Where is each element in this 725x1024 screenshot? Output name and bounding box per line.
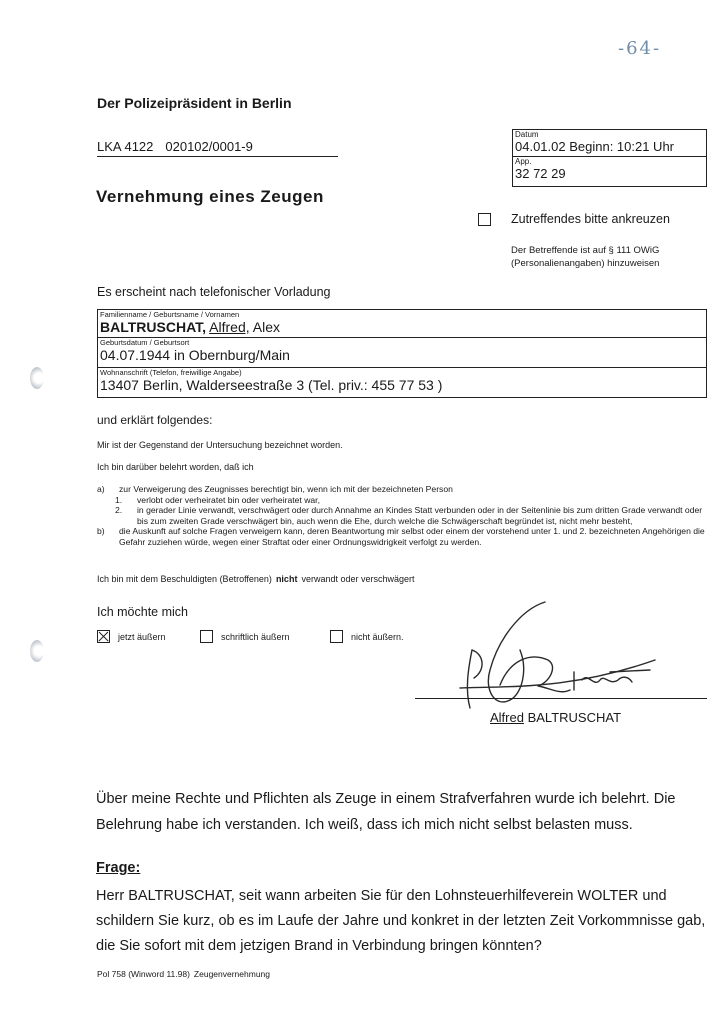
list-marker: 2. — [115, 505, 123, 516]
rights-item-a — [97, 484, 707, 495]
form-footer — [97, 969, 270, 979]
name-value — [100, 319, 706, 336]
signer-surname: BALTRUSCHAT — [527, 710, 622, 725]
form-id: Pol 758 (Winword 11.98) — [97, 969, 190, 979]
legend-checkbox — [478, 213, 491, 226]
personal-details-box — [97, 309, 707, 398]
option-label: jetzt äußern — [118, 631, 166, 642]
list-marker: a) — [97, 484, 105, 494]
birth-row — [98, 338, 706, 368]
rights-acknowledgement: Über meine Rechte und Pflichten als Zeuge in einem Strafverfahren wurde ich belehrt. Die Belehrung habe ich verstanden. Ich weiß, dass ich mich nicht selbst belasten muss. — [96, 791, 676, 833]
address-row — [98, 368, 706, 399]
option-none[interactable] — [330, 630, 404, 643]
second-name: Alex — [252, 319, 280, 335]
signature-line — [415, 698, 707, 699]
accused-relation — [97, 574, 415, 584]
case-number: 020102/0001-9 — [165, 139, 253, 154]
rights-text: in gerader Linie verwandt, verschwägert oder durch Annahme an Kindes Statt verbunden oder in der Seitenlinie bis zum dritten Grade verwandt oder bis zum zweiten Grade verschwägert bin, auch wenn die Ehe, durch welche die Schwägerschaft begründet ist, nicht mehr besteht, — [137, 505, 703, 526]
address-label: Wohnanschrift (Telefon, freiwillige Angabe) — [100, 368, 242, 377]
rights-item-a2 — [97, 505, 707, 526]
checkbox-checked-icon[interactable] — [97, 630, 110, 643]
rights-list — [97, 484, 707, 548]
document-title: Vernehmung eines Zeugen — [96, 187, 324, 206]
owig-notice: Der Betreffende ist auf § 111 OWiG (Personalienangaben) hinzuweisen — [511, 245, 660, 269]
case-reference — [97, 139, 338, 157]
date-label: Datum — [515, 130, 539, 139]
list-marker: b) — [97, 526, 105, 537]
date-cell — [513, 130, 706, 157]
app-value: 32 72 29 — [515, 166, 566, 181]
option-written[interactable] — [200, 630, 290, 643]
question-text: Herr BALTRUSCHAT, seit wann arbeiten Sie für den Lohnsteuerhilfeverein WOLTER und schildern Sie kurz, ob es im Laufe der Jahre und konkret in der letzten Zeit Vorkommnisse gab, die Sie sofort mit dem jetzigen Brand in Verbindung bringen könnten? — [96, 888, 706, 954]
rights-text: zur Verweigerung des Zeugnisses berechtigt bin, wenn ich mit der bezeichneten Person — [119, 484, 453, 494]
birth-value: 04.07.1944 in Obernburg/Main — [100, 347, 290, 363]
checkbox-hint: Zutreffendes bitte ankreuzen — [511, 212, 670, 226]
rights-text: die Auskunft auf solche Fragen verweigern kann, deren Beantwortung mir selbst oder einem der vorstehend unter 1. und 2. bezeichneten Angehörigen die Gefahr zuziehen würde, wegen einer Straftat oder einer Ordnungswidrigkeit verfolgt zu werden. — [119, 526, 705, 547]
checkbox-empty-icon[interactable] — [330, 630, 343, 643]
subject-notice: Mir ist der Gegenstand der Untersuchung bezeichnet worden. — [97, 440, 343, 450]
address-value: 13407 Berlin, Walderseestraße 3 (Tel. priv.: 455 77 53 ) — [100, 377, 443, 393]
page-number: -64- — [618, 38, 662, 59]
rights-item-b — [97, 526, 707, 547]
surname: BALTRUSCHAT, — [100, 319, 207, 335]
option-now[interactable] — [97, 630, 166, 643]
name-label: Familienname / Geburtsname / Vornamen — [100, 310, 240, 319]
name-row — [98, 310, 706, 338]
birth-label: Geburtsdatum / Geburtsort — [100, 338, 190, 347]
option-label: schriftlich äußern — [221, 631, 290, 642]
rights-text: verlobt oder verheiratet bin oder verheiratet war, — [137, 494, 320, 505]
question-label: Frage: — [96, 860, 141, 876]
summons-line: Es erscheint nach telefonischer Vorladung — [97, 285, 331, 299]
accused-suffix: verwandt oder verschwägert — [301, 574, 415, 584]
rights-item-a1 — [97, 495, 707, 506]
list-marker: 1. — [115, 494, 123, 505]
authority-heading: Der Polizeipräsident in Berlin — [97, 95, 292, 111]
first-name: Alfred, — [209, 319, 250, 335]
date-box — [512, 129, 707, 187]
informed-notice: Ich bin darüber belehrt worden, daß ich — [97, 462, 254, 472]
checkbox-empty-icon[interactable] — [200, 630, 213, 643]
option-label: nicht äußern. — [351, 631, 404, 642]
form-name: Zeugenvernehmung — [193, 969, 271, 979]
date-value: 04.01.02 Beginn: 10:21 Uhr — [515, 139, 675, 154]
declaration-intro: und erklärt folgendes: — [97, 413, 213, 427]
statement-choice-label: Ich möchte mich — [97, 605, 189, 619]
accused-emphasis: nicht — [275, 574, 298, 584]
app-label: App. — [515, 157, 532, 166]
accused-prefix: Ich bin mit dem Beschuldigten (Betroffenen) — [97, 574, 272, 584]
punch-hole-icon — [30, 367, 44, 389]
office-code: LKA 4122 — [97, 139, 154, 154]
signer-first-name: Alfred — [490, 710, 524, 725]
signature — [450, 590, 670, 720]
app-cell — [513, 157, 706, 187]
punch-hole-icon — [30, 640, 44, 662]
signer-name — [490, 710, 621, 725]
